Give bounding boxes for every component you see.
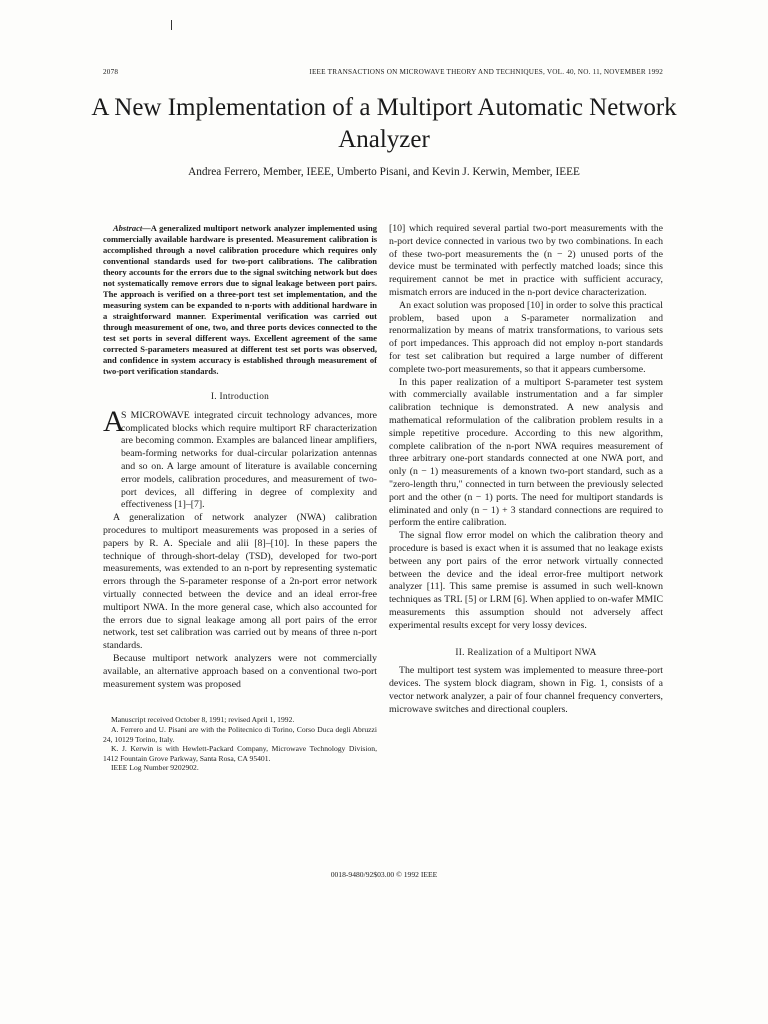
footnote-affiliation-1: A. Ferrero and U. Pisani are with the Politecnico di Torino, Corso Duca degli Abruzzi 24, 10129 Torino, Italy. (103, 724, 377, 744)
footnotes (103, 715, 377, 773)
right-column (389, 223, 663, 716)
author-line: Andrea Ferrero, Member, IEEE, Umberto Pisani, and Kevin J. Kerwin, Member, IEEE (188, 166, 580, 178)
copyright-footer: 0018-9480/92$03.00 © 1992 IEEE (330, 870, 438, 879)
footnote-log-number: IEEE Log Number 9202902. (111, 763, 199, 773)
drop-cap: A (103, 404, 125, 438)
page-number: 2078 (103, 68, 119, 76)
right-paragraph-5: The multiport test system was implemented to measure three-port devices. The system block diagram, shown in Fig. 1, consists of a vector network analyzer, a pair of four channel frequency converters, microwave switches and directional couplers. (389, 665, 663, 715)
intro-paragraph-3: Because multiport network analyzers were not commercially available, an alternative approach based on a conventional two-port measurement system was proposed (103, 652, 377, 690)
section-heading-realization: II. Realization of a Multiport NWA (455, 647, 597, 658)
section-heading-introduction: I. Introduction (210, 392, 270, 402)
left-column (103, 223, 377, 773)
footnote-affiliation-2: K. J. Kerwin is with Hewlett-Packard Company, Microwave Technology Division, 1412 Fountain Grove Parkway, Santa Rosa, CA 95401. (103, 744, 377, 763)
intro-paragraph-2: A generalization of network analyzer (NWA) calibration procedures to multiport measurements was proposed in a series of papers by R. A. Speciale and alii [8]–[10]. In these papers the technique of through-short-delay (TSD), developed for two-port measurements, was extended to an n-port by representing systematic errors through the S-parameter response of a 2n-port error network virtually connected between the device and an ideal error-free multiport NWA. In the more general case, which also accounted for the errors due to signal leakage among all port pairs of the error network, test set calibration was carried out by means of three n-port standards. (103, 512, 377, 652)
right-paragraph-3: In this paper realization of a multiport S-parameter test system with commercially available instrumentation and a far simpler calibration technique is demonstrated. A new analysis and mathematical reformulation of the calibration problem results in a simple repetitive procedure. According to this new algorithm, complete calibration of the n-port NWA requires measurement of three arbitrary one-port standards connected at one NWA port, and only (n − 1) measurements of a known two-port standard, such as a "zero-length thru," connected in turn between the previously selected port and the other (n − 1) ports. The need for multiport standards is eliminated and only (n − 1) + 3 standard connections are required to perform the entire calibration. (389, 376, 663, 529)
right-paragraph-4: The signal flow error model on which the calibration theory and procedure is based is exact when it is assumed that no leakage exists between any port pairs of the error network virtually connected between the device and the ideal error-free multiport network analyzer [11]. This same premise is assumed in such well-known techniques as TRL [5] or LRM [6]. When applied to on-wafer MMIC measurements this assumption should not adversely affect experimental results except for very lossy devices. (389, 530, 663, 631)
right-paragraph-2: An exact solution was proposed [10] in order to solve this practical problem, based upon a S-parameter normalization and renormalization by means of matrix transformations, to various sets of port impedances. This approach did not employ n-port standards for test set calibration but required a large number of different complete two-port measurements, so that it appears cumbersome. (389, 299, 663, 375)
abstract-text: A generalized multiport network analyzer implemented using commercially available hardware is presented. Measurement calibration is accomplished through a novel calibration procedure which requires only conventional standards used for two-port calibrations. The calibration theory accounts for the errors due to the signal switching network but does not systematically remove errors due to signal leakage between port pairs. The approach is verified on a three-port test set implementation, and the measuring system can be expanded to n-ports with additional hardware in a straightforward manner. Experimental verification was carried out through measurement of one, two, and three ports devices connected to the test set ports in several different ways. Excellent agreement of the same corrected S-parameters measured at different test set ports was observed, and confidence in system accuracy is established through measurement of two-port verification standards. (103, 223, 377, 376)
abstract-label: Abstract— (113, 223, 151, 233)
footnote-received: Manuscript received October 8, 1991; revised April 1, 1992. (111, 715, 295, 725)
scan-mark (171, 20, 172, 30)
abstract (103, 223, 377, 377)
intro-text-1: S MICROWAVE integrated circuit technology advances, more complicated blocks which require multiport RF characterization are becoming common. Examples are balanced linear amplifiers, beam-forming networks for dual-circular polarization antennas and so on. A large amount of literature is available concerning error models, calibration procedures, and measurement of two-port devices, all differing in degree of complexity and effectiveness [1]–[7]. (121, 409, 377, 511)
paper-title: A New Implementation of a Multiport Automatic Network Analyzer (91, 94, 677, 153)
intro-paragraph-1 (103, 404, 377, 512)
right-paragraph-1: [10] which required several partial two-port measurements with the n-port device connected in various two by two combinations. In each of these two-port measurements the (n − 2) unused ports of the device must be terminated with perfectly matched loads; since this requirement cannot be met in practice with sufficient accuracy, mismatch errors are induced in the n-port device characterization. (389, 223, 663, 298)
running-head: IEEE TRANSACTIONS ON MICROWAVE THEORY AND TECHNIQUES, VOL. 40, NO. 11, NOVEMBER 1992 (309, 68, 663, 76)
